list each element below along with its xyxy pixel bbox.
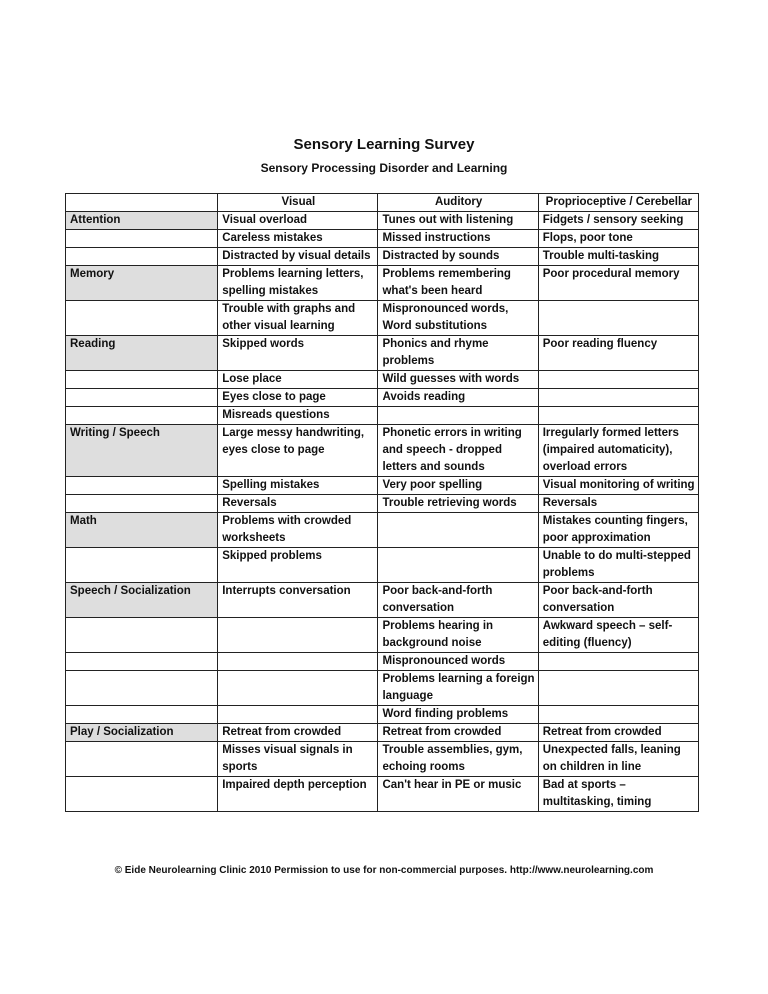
- table-cell: Trouble multi-tasking: [538, 248, 698, 266]
- table-cell: Visual overload: [218, 212, 378, 230]
- table-cell: Problems remembering what's been heard: [378, 266, 538, 301]
- table-cell: Misses visual signals in sports: [218, 742, 378, 777]
- row-category-cell: [66, 618, 218, 653]
- table-row: [66, 706, 699, 724]
- table-cell: Skipped problems: [218, 548, 378, 583]
- table-cell: Trouble retrieving words: [378, 495, 538, 513]
- table-cell: Word finding problems: [378, 706, 538, 724]
- table-row: [66, 671, 699, 706]
- table-cell: [538, 653, 698, 671]
- table-row: [66, 371, 699, 389]
- table-cell: Irregularly formed letters (impaired automaticity), overload errors: [538, 425, 698, 477]
- row-category-cell: [66, 389, 218, 407]
- table-cell: [538, 407, 698, 425]
- row-category-cell: Reading: [66, 336, 218, 371]
- table-row: [66, 389, 699, 407]
- row-category-cell: [66, 742, 218, 777]
- table-row: [66, 742, 699, 777]
- table-cell: Can't hear in PE or music: [378, 777, 538, 812]
- table-cell: Unexpected falls, leaning on children in line: [538, 742, 698, 777]
- table-cell: Reversals: [538, 495, 698, 513]
- table-cell: Missed instructions: [378, 230, 538, 248]
- table-cell: Phonetic errors in writing and speech - dropped letters and sounds: [378, 425, 538, 477]
- table-cell: Very poor spelling: [378, 477, 538, 495]
- row-category-cell: Writing / Speech: [66, 425, 218, 477]
- table-row: [66, 230, 699, 248]
- table-cell: [538, 671, 698, 706]
- table-cell: Careless mistakes: [218, 230, 378, 248]
- table-cell: Visual monitoring of writing: [538, 477, 698, 495]
- column-header: Auditory: [378, 194, 538, 212]
- table-cell: Flops, poor tone: [538, 230, 698, 248]
- survey-table-body: [66, 194, 699, 812]
- table-cell: [538, 301, 698, 336]
- row-category-cell: [66, 777, 218, 812]
- table-cell: Unable to do multi-stepped problems: [538, 548, 698, 583]
- table-cell: Poor procedural memory: [538, 266, 698, 301]
- table-row: [66, 653, 699, 671]
- header-corner-cell: [66, 194, 218, 212]
- table-cell: [218, 653, 378, 671]
- table-row: [66, 513, 699, 548]
- column-header: Proprioceptive / Cerebellar: [538, 194, 698, 212]
- table-cell: Distracted by sounds: [378, 248, 538, 266]
- table-cell: Bad at sports – multitasking, timing: [538, 777, 698, 812]
- table-cell: Retreat from crowded: [378, 724, 538, 742]
- row-category-cell: Play / Socialization: [66, 724, 218, 742]
- table-cell: Problems learning a foreign language: [378, 671, 538, 706]
- table-cell: Phonics and rhyme problems: [378, 336, 538, 371]
- table-row: [66, 266, 699, 301]
- table-cell: Problems learning letters, spelling mistakes: [218, 266, 378, 301]
- table-cell: Retreat from crowded: [218, 724, 378, 742]
- table-cell: [538, 371, 698, 389]
- table-cell: Misreads questions: [218, 407, 378, 425]
- table-cell: Lose place: [218, 371, 378, 389]
- table-cell: Skipped words: [218, 336, 378, 371]
- table-row: [66, 407, 699, 425]
- table-cell: Distracted by visual details: [218, 248, 378, 266]
- table-row: [66, 548, 699, 583]
- table-cell: Poor back-and-forth conversation: [538, 583, 698, 618]
- row-category-cell: Attention: [66, 212, 218, 230]
- table-cell: Large messy handwriting, eyes close to page: [218, 425, 378, 477]
- table-cell: Impaired depth perception: [218, 777, 378, 812]
- table-row: [66, 477, 699, 495]
- table-cell: Poor reading fluency: [538, 336, 698, 371]
- row-category-cell: [66, 495, 218, 513]
- table-cell: Spelling mistakes: [218, 477, 378, 495]
- row-category-cell: [66, 248, 218, 266]
- row-category-cell: [66, 371, 218, 389]
- table-cell: Reversals: [218, 495, 378, 513]
- table-cell: [378, 407, 538, 425]
- table-cell: [538, 706, 698, 724]
- survey-table: [65, 193, 699, 812]
- table-row: [66, 777, 699, 812]
- table-cell: Problems with crowded worksheets: [218, 513, 378, 548]
- column-header: Visual: [218, 194, 378, 212]
- table-cell: [218, 671, 378, 706]
- table-cell: Mispronounced words: [378, 653, 538, 671]
- table-cell: Retreat from crowded: [538, 724, 698, 742]
- table-cell: Problems hearing in background noise: [378, 618, 538, 653]
- table-cell: [378, 513, 538, 548]
- row-category-cell: [66, 653, 218, 671]
- table-cell: Eyes close to page: [218, 389, 378, 407]
- table-cell: Mistakes counting fingers, poor approximation: [538, 513, 698, 548]
- copyright-footer: © Eide Neurolearning Clinic 2010 Permission to use for non-commercial purposes. http://www.neurolearning.com: [114, 865, 654, 876]
- table-row: [66, 212, 699, 230]
- table-row: [66, 425, 699, 477]
- table-cell: Fidgets / sensory seeking: [538, 212, 698, 230]
- table-cell: Interrupts conversation: [218, 583, 378, 618]
- row-category-cell: [66, 706, 218, 724]
- table-cell: [378, 548, 538, 583]
- page-subtitle: Sensory Processing Disorder and Learning: [260, 161, 508, 175]
- table-cell: Tunes out with listening: [378, 212, 538, 230]
- table-cell: Avoids reading: [378, 389, 538, 407]
- table-cell: Trouble assemblies, gym, echoing rooms: [378, 742, 538, 777]
- row-category-cell: Memory: [66, 266, 218, 301]
- table-cell: Wild guesses with words: [378, 371, 538, 389]
- row-category-cell: Math: [66, 513, 218, 548]
- row-category-cell: [66, 548, 218, 583]
- table-cell: Mispronounced words, Word substitutions: [378, 301, 538, 336]
- table-cell: [218, 618, 378, 653]
- row-category-cell: Speech / Socialization: [66, 583, 218, 618]
- table-row: [66, 618, 699, 653]
- page-title: Sensory Learning Survey: [293, 136, 475, 153]
- table-cell: [538, 389, 698, 407]
- row-category-cell: [66, 301, 218, 336]
- row-category-cell: [66, 230, 218, 248]
- table-row: [66, 301, 699, 336]
- table-row: [66, 583, 699, 618]
- table-cell: Poor back-and-forth conversation: [378, 583, 538, 618]
- table-row: [66, 336, 699, 371]
- table-row: [66, 724, 699, 742]
- table-cell: Awkward speech – self-editing (fluency): [538, 618, 698, 653]
- table-row: [66, 248, 699, 266]
- table-header-row: [66, 194, 699, 212]
- table-cell: Trouble with graphs and other visual learning: [218, 301, 378, 336]
- row-category-cell: [66, 477, 218, 495]
- table-cell: [218, 706, 378, 724]
- row-category-cell: [66, 407, 218, 425]
- table-row: [66, 495, 699, 513]
- row-category-cell: [66, 671, 218, 706]
